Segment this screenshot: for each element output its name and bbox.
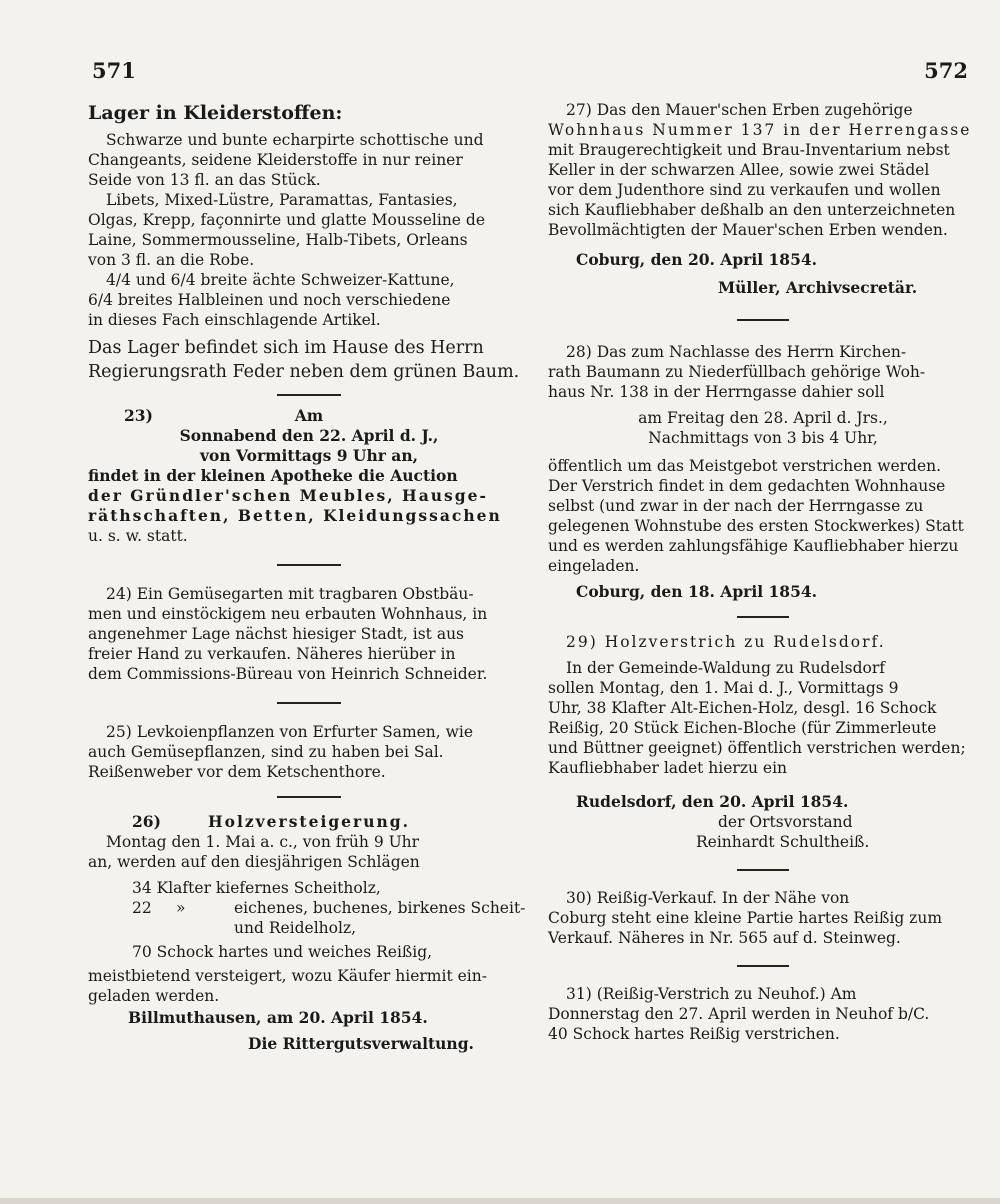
ad-line: Changeants, seidene Kleiderstoffe in nur reiner: [88, 151, 463, 169]
notice-line: dem Commissions-Büreau von Heinrich Schneider.: [88, 665, 488, 683]
notice-line: men und einstöckigem neu erbauten Wohnhaus, in: [88, 605, 488, 623]
notice-line: 31) (Reißig-Verstrich zu Neuhof.) Am: [566, 985, 857, 1003]
signature-title: der Ortsvorstand: [718, 813, 853, 831]
separator: [548, 948, 978, 984]
notice-line: In der Gemeinde-Waldung zu Rudelsdorf: [566, 659, 885, 677]
notice-date: am Freitag den 28. April d. Jrs.,: [638, 409, 888, 427]
notice-line: geladen werden.: [88, 987, 220, 1005]
separator: [548, 852, 978, 888]
notice-29: [548, 632, 978, 852]
notice-line: der Gründler'schen Meubles, Hausge-: [88, 486, 488, 505]
ad-line: 6/4 breites Halbleinen und noch verschiedene: [88, 291, 451, 309]
page-number-left: 571: [92, 58, 136, 83]
wood-lot-22: [88, 898, 530, 918]
wood-lot-34: 34 Klafter kiefernes Scheitholz,: [132, 879, 381, 897]
notice-27: [548, 100, 978, 298]
page-bottom-edge: [0, 1198, 1000, 1204]
notice-number: 23): [124, 406, 153, 425]
wood-lot-70: 70 Schock hartes und weiches Reißig,: [132, 943, 433, 961]
notice-line: Reißenweber vor dem Ketschenthore.: [88, 763, 386, 781]
separator: [88, 684, 530, 722]
ad-line: Schwarze und bunte echarpirte schottische und: [106, 131, 484, 149]
notice-line: räthschaften, Betten, Kleidungssachen: [88, 506, 502, 525]
signature: Müller, Archivsecretär.: [718, 278, 918, 297]
notice-31: [548, 984, 978, 1044]
ad-title: Lager in Kleiderstoffen:: [88, 102, 343, 124]
notice-line: Bevollmächtigten der Mauer'schen Erben wenden.: [548, 221, 948, 239]
ad-line: Seide von 13 fl. an das Stück.: [88, 171, 321, 189]
notice-line: vor dem Judenthore sind zu verkaufen und wollen: [548, 181, 941, 199]
notice-line: 30) Reißig-Verkauf. In der Nähe von: [566, 889, 850, 907]
ad-line: 4/4 und 6/4 breite ächte Schweizer-Kattune,: [106, 271, 455, 289]
notice-line: Reißig, 20 Stück Eichen-Bloche (für Zimmerleute: [548, 719, 937, 737]
notice-line: sich Kaufliebhaber deßhalb an den unterzeichneten: [548, 201, 956, 219]
notice-line: gelegenen Wohnstube des ersten Stockwerkes) Statt: [548, 517, 964, 535]
notice-line: angenehmer Lage nächst hiesiger Stadt, ist aus: [88, 625, 465, 643]
place-date: Billmuthausen, am 20. April 1854.: [128, 1008, 428, 1027]
notice-23: [88, 406, 530, 546]
notice-date: Sonnabend den 22. April d. J.,: [179, 426, 439, 445]
notice-line: selbst (und zwar in der nach der Herrngasse zu: [548, 497, 924, 515]
signature: Reinhardt Schultheiß.: [696, 833, 870, 851]
notice-line: haus Nr. 138 in der Herrngasse dahier soll: [548, 383, 885, 401]
notice-line: meistbietend versteigert, wozu Käufer hiermit ein-: [88, 967, 487, 985]
notice-28: [548, 342, 978, 602]
page-number-right: 572: [924, 58, 968, 83]
notice-25: [88, 722, 530, 782]
ditto-mark: »: [176, 899, 186, 917]
separator: [88, 782, 530, 812]
notice-line: u. s. w. statt.: [88, 527, 188, 545]
lot-description: eichenes, buchenes, birkenes Scheit-: [234, 899, 526, 917]
notice-line: Coburg steht eine kleine Partie hartes Reißig zum: [548, 909, 943, 927]
ad-footer-line: Regierungsrath Feder neben dem grünen Baum.: [88, 362, 520, 382]
separator: [548, 298, 978, 342]
notice-line: eingeladen.: [548, 557, 640, 575]
notice-line: 24) Ein Gemüsegarten mit tragbaren Obstbäu-: [106, 585, 474, 603]
ad-line: in dieses Fach einschlagende Artikel.: [88, 311, 381, 329]
place-date: Coburg, den 20. April 1854.: [576, 250, 818, 269]
notice-line: und Büttner geeignet) öffentlich verstrichen werden;: [548, 739, 966, 757]
notice-24: [88, 584, 530, 684]
clothing-store-ad: [88, 100, 530, 384]
notice-line: mit Braugerechtigkeit und Brau-Inventarium nebst: [548, 141, 950, 159]
notice-26: [88, 812, 530, 1054]
separator: [548, 602, 978, 632]
ad-line: von 3 fl. an die Robe.: [88, 251, 255, 269]
notice-number: 26): [132, 812, 161, 831]
notice-line: 27) Das den Mauer'schen Erben zugehörige: [566, 101, 913, 119]
notice-am: Am: [294, 406, 324, 425]
notice-line: öffentlich um das Meistgebot verstrichen werden.: [548, 457, 942, 475]
notice-time: Nachmittags von 3 bis 4 Uhr,: [648, 429, 878, 447]
ad-line: Libets, Mixed-Lüstre, Paramattas, Fantasies,: [106, 191, 458, 209]
notice-line: 25) Levkoienpflanzen von Erfurter Samen, wie: [106, 723, 474, 741]
lot-quantity: 22: [132, 899, 152, 917]
ad-footer-line: Das Lager befindet sich im Hause des Herrn: [88, 338, 484, 358]
signature: Die Rittergutsverwaltung.: [248, 1034, 474, 1053]
notice-line: Donnerstag den 27. April werden in Neuhof b/C.: [548, 1005, 930, 1023]
notice-title: 29) Holzverstrich zu Rudelsdorf.: [566, 633, 886, 651]
notice-line: Verkauf. Näheres in Nr. 565 auf d. Steinweg.: [548, 929, 901, 947]
notice-30: [548, 888, 978, 948]
notice-line: auch Gemüsepflanzen, sind zu haben bei Sal.: [88, 743, 444, 761]
notice-line: 40 Schock hartes Reißig verstrichen.: [548, 1025, 840, 1043]
notice-time: von Vormittags 9 Uhr an,: [200, 446, 418, 465]
notice-line: Uhr, 38 Klafter Alt-Eichen-Holz, desgl. 16 Schock: [548, 699, 937, 717]
notice-line: und es werden zahlungsfähige Kaufliebhaber hierzu: [548, 537, 959, 555]
notice-line: freier Hand zu verkaufen. Näheres hierüber in: [88, 645, 456, 663]
notice-line: an, werden auf den diesjährigen Schlägen: [88, 853, 420, 871]
notice-line: Keller in der schwarzen Allee, sowie zwei Städel: [548, 161, 930, 179]
lot-description-cont: und Reidelholz,: [234, 919, 357, 937]
notice-line: Montag den 1. Mai a. c., von früh 9 Uhr: [106, 833, 420, 851]
ad-line: Olgas, Krepp, façonnirte und glatte Mousseline de: [88, 211, 485, 229]
notice-line: Kaufliebhaber ladet hierzu ein: [548, 759, 788, 777]
right-column: [548, 100, 978, 1044]
notice-line: findet in der kleinen Apotheke die Auction: [88, 466, 458, 485]
notice-line: sollen Montag, den 1. Mai d. J., Vormittags 9: [548, 679, 899, 697]
ad-line: Laine, Sommermousseline, Halb-Tibets, Orleans: [88, 231, 468, 249]
place-date: Coburg, den 18. April 1854.: [576, 582, 818, 601]
separator: [88, 384, 530, 406]
notice-line: 28) Das zum Nachlasse des Herrn Kirchen-: [566, 343, 907, 361]
left-column: [88, 100, 530, 1054]
notice-line: rath Baumann zu Niederfüllbach gehörige Woh-: [548, 363, 926, 381]
notice-line: Der Verstrich findet in dem gedachten Wohnhause: [548, 477, 946, 495]
notice-line: Wohnhaus Nummer 137 in der Herrengasse: [548, 121, 972, 139]
separator: [88, 546, 530, 584]
notice-title: Holzversteigerung.: [208, 812, 410, 831]
place-date: Rudelsdorf, den 20. April 1854.: [576, 792, 849, 811]
